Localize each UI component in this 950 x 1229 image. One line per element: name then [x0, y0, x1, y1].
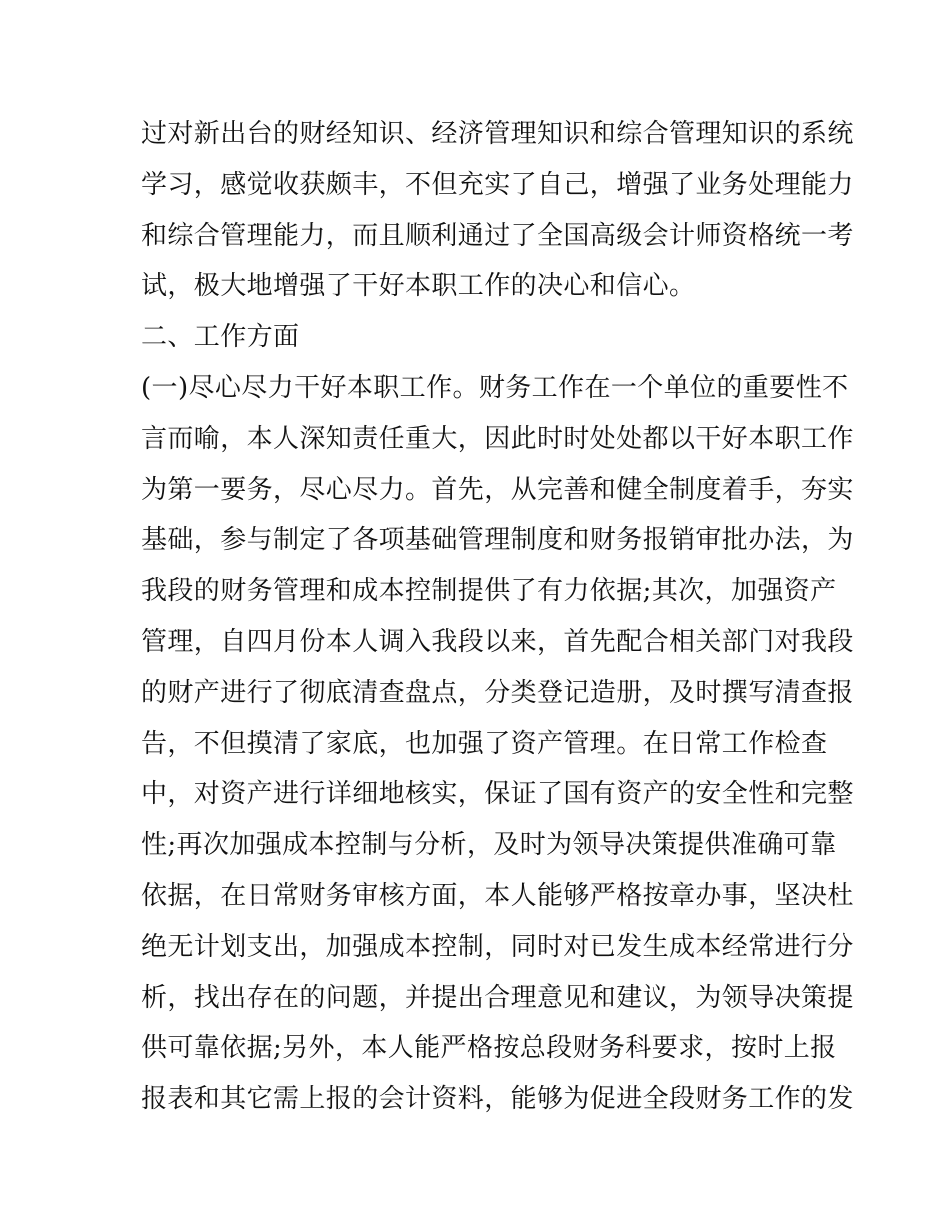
text-line: 基础，参与制定了各项基础管理制度和财务报销审批办法，为 [141, 525, 854, 556]
text-line: 过对新出台的财经知识、经济管理知识和综合管理知识的系统 [141, 119, 854, 149]
text-line: 言而喻，本人深知责任重大，因此时时处处都以干好本职工作 [141, 423, 854, 454]
text-line: 学习，感觉收获颇丰，不但充实了自己，增强了业务处理能力 [141, 169, 854, 200]
text-line: 试，极大地增强了干好本职工作的决心和信心。 [141, 271, 696, 302]
text-line: 和综合管理能力，而且顺利通过了全国高级会计师资格统一考 [141, 220, 854, 251]
text-line: 析，找出存在的问题，并提出合理意见和建议，为领导决策提 [141, 982, 854, 1013]
text-line: 我段的财务管理和成本控制提供了有力依据;其次，加强资产 [141, 576, 837, 607]
text-line: 性;再次加强成本控制与分析，及时为领导决策提供准确可靠 [141, 830, 837, 861]
text-line: 告，不但摸清了家底，也加强了资产管理。在日常工作检查 [141, 728, 828, 759]
section-heading: 二、工作方面 [141, 322, 300, 353]
text-line: 供可靠依据;另外，本人能严格按总段财务科要求，按时上报 [141, 1033, 837, 1064]
text-line: 为第一要务，尽心尽力。首先，从完善和健全制度着手，夯实 [141, 474, 854, 505]
text-line: 中，对资产进行详细地核实，保证了国有资产的安全性和完整 [141, 779, 854, 810]
body-text [141, 109, 854, 1125]
text-line: 依据，在日常财务审核方面，本人能够严格按章办事，坚决杜 [141, 880, 854, 911]
text-line: 的财产进行了彻底清查盘点，分类登记造册，及时撰写清查报 [141, 677, 854, 708]
text-line: 绝无计划支出，加强成本控制，同时对已发生成本经常进行分 [141, 931, 854, 962]
text-line: 管理，自四月份本人调入我段以来，首先配合相关部门对我段 [141, 626, 854, 657]
text-line: (一)尽心尽力干好本职工作。财务工作在一个单位的重要性不 [141, 372, 849, 403]
text-line: 报表和其它需上报的会计资料，能够为促进全段财务工作的发 [141, 1084, 854, 1115]
